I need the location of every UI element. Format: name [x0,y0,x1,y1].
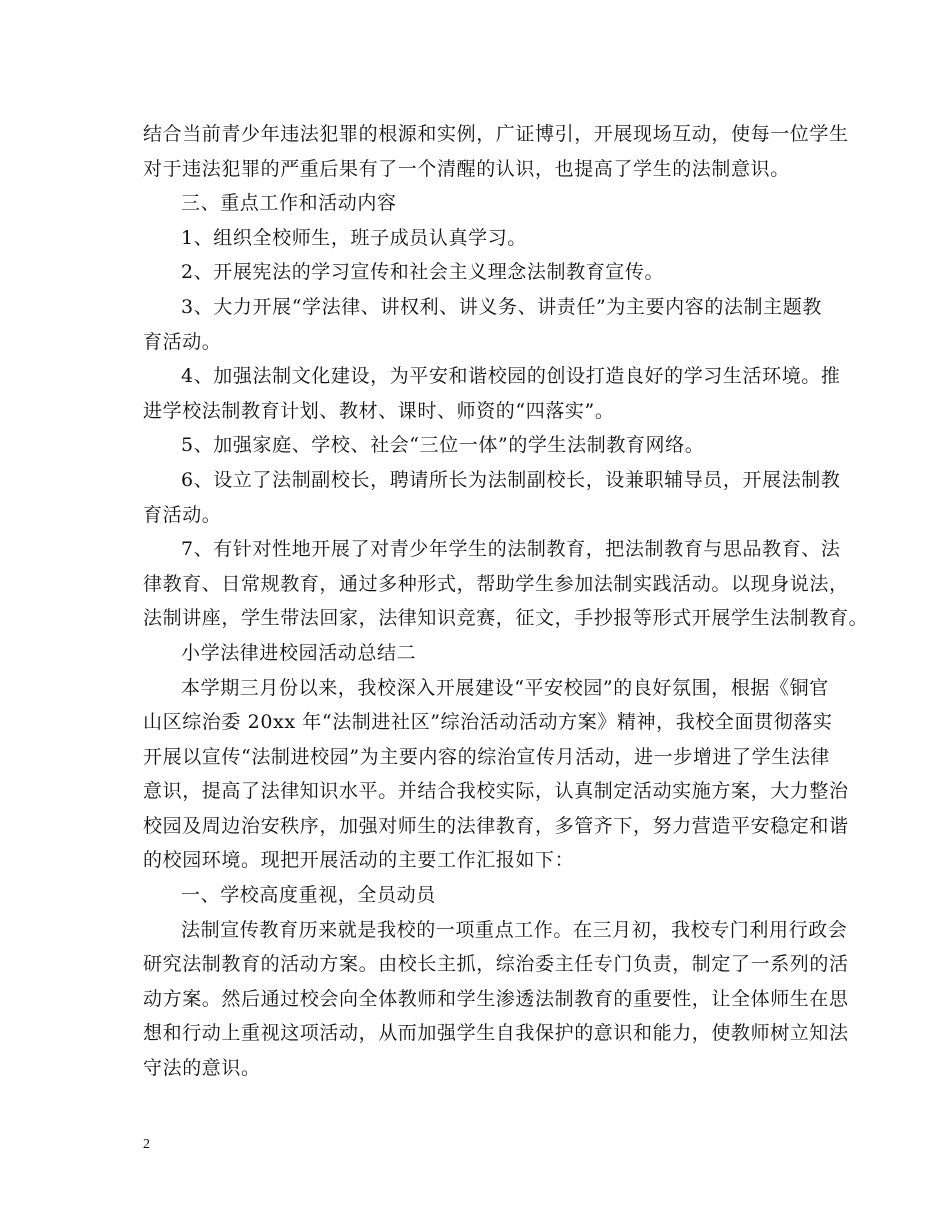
text-line: 山区综治委 20xx 年“法制进社区”综治活动活动方案》精神，我校全面贯彻落实 [143,711,833,734]
text-line: 守法的意识。 [143,1057,261,1080]
document-body [143,117,869,1086]
text-line: 校园及周边治安秩序，加强对师生的法律教育，多管齐下，努力营造平安稳定和谐 [143,814,849,837]
text-line: 育活动。 [143,503,222,526]
text-line: 想和行动上重视这项活动，从而加强学生自我保护的意识和能力，使教师树立知法 [143,1022,849,1045]
text-line: 法制讲座，学生带法回家，法律知识竞赛，征文，手抄报等形式开展学生法制教育。 [143,607,869,630]
text-line: 1、组织全校师生，班子成员认真学习。 [181,226,527,249]
text-line: 动方案。然后通过校会向全体教师和学生渗透法制教育的重要性，让全体师生在思 [143,987,849,1010]
text-line: 意识，提高了法律知识水平。并结合我校实际，认真制定活动实施方案，大力整治 [143,780,849,803]
text-line: 研究法制教育的活动方案。由校长主抓，综治委主任专门负责，制定了一系列的活 [143,953,849,976]
text-line: 进学校法制教育计划、教材、课时、师资的“四落实”。 [143,399,615,422]
text-line: 小学法律进校园活动总结二 [181,641,417,664]
text-line: 律教育、日常规教育，通过多种形式，帮助学生参加法制实践活动。以现身说法， [143,572,849,595]
text-line: 5、加强家庭、学校、社会“三位一体”的学生法制教育网络。 [181,434,705,457]
text-line: 7、有针对性地开展了对青少年学生的法制教育，把法制教育与思品教育、法 [181,538,841,561]
page-number: 2 [143,1137,150,1152]
text-line: 法制宣传教育历来就是我校的一项重点工作。在三月初，我校专门利用行政会 [181,918,848,941]
text-line: 一、学校高度重视，全员动员 [181,884,436,907]
text-line: 对于违法犯罪的严重后果有了一个清醒的认识，也提高了学生的法制意识。 [143,157,790,180]
text-line: 2、开展宪法的学习宣传和社会主义理念法制教育宣传。 [181,261,665,284]
text-line: 三、重点工作和活动内容 [181,192,397,215]
text-line: 本学期三月份以来，我校深入开展建设“平安校园”的良好氛围，根据《铜官 [181,676,829,699]
text-line: 的校园环境。现把开展活动的主要工作汇报如下： [143,849,575,872]
text-line: 结合当前青少年违法犯罪的根源和实例，广证博引，开展现场互动，使每一位学生 [143,123,849,145]
text-line: 3、大力开展“学法律、讲权利、讲义务、讲责任”为主要内容的法制主题教 [181,295,822,318]
text-line: 6、设立了法制副校长，聘请所长为法制副校长，设兼职辅导员，开展法制教 [181,468,841,491]
text-line: 育活动。 [143,330,222,353]
text-line: 开展以宣传“法制进校园”为主要内容的综治宣传月活动，进一步增进了学生法律 [143,745,831,768]
text-line: 4、加强法制文化建设，为平安和谐校园的创设打造良好的学习生活环境。推 [181,365,841,388]
